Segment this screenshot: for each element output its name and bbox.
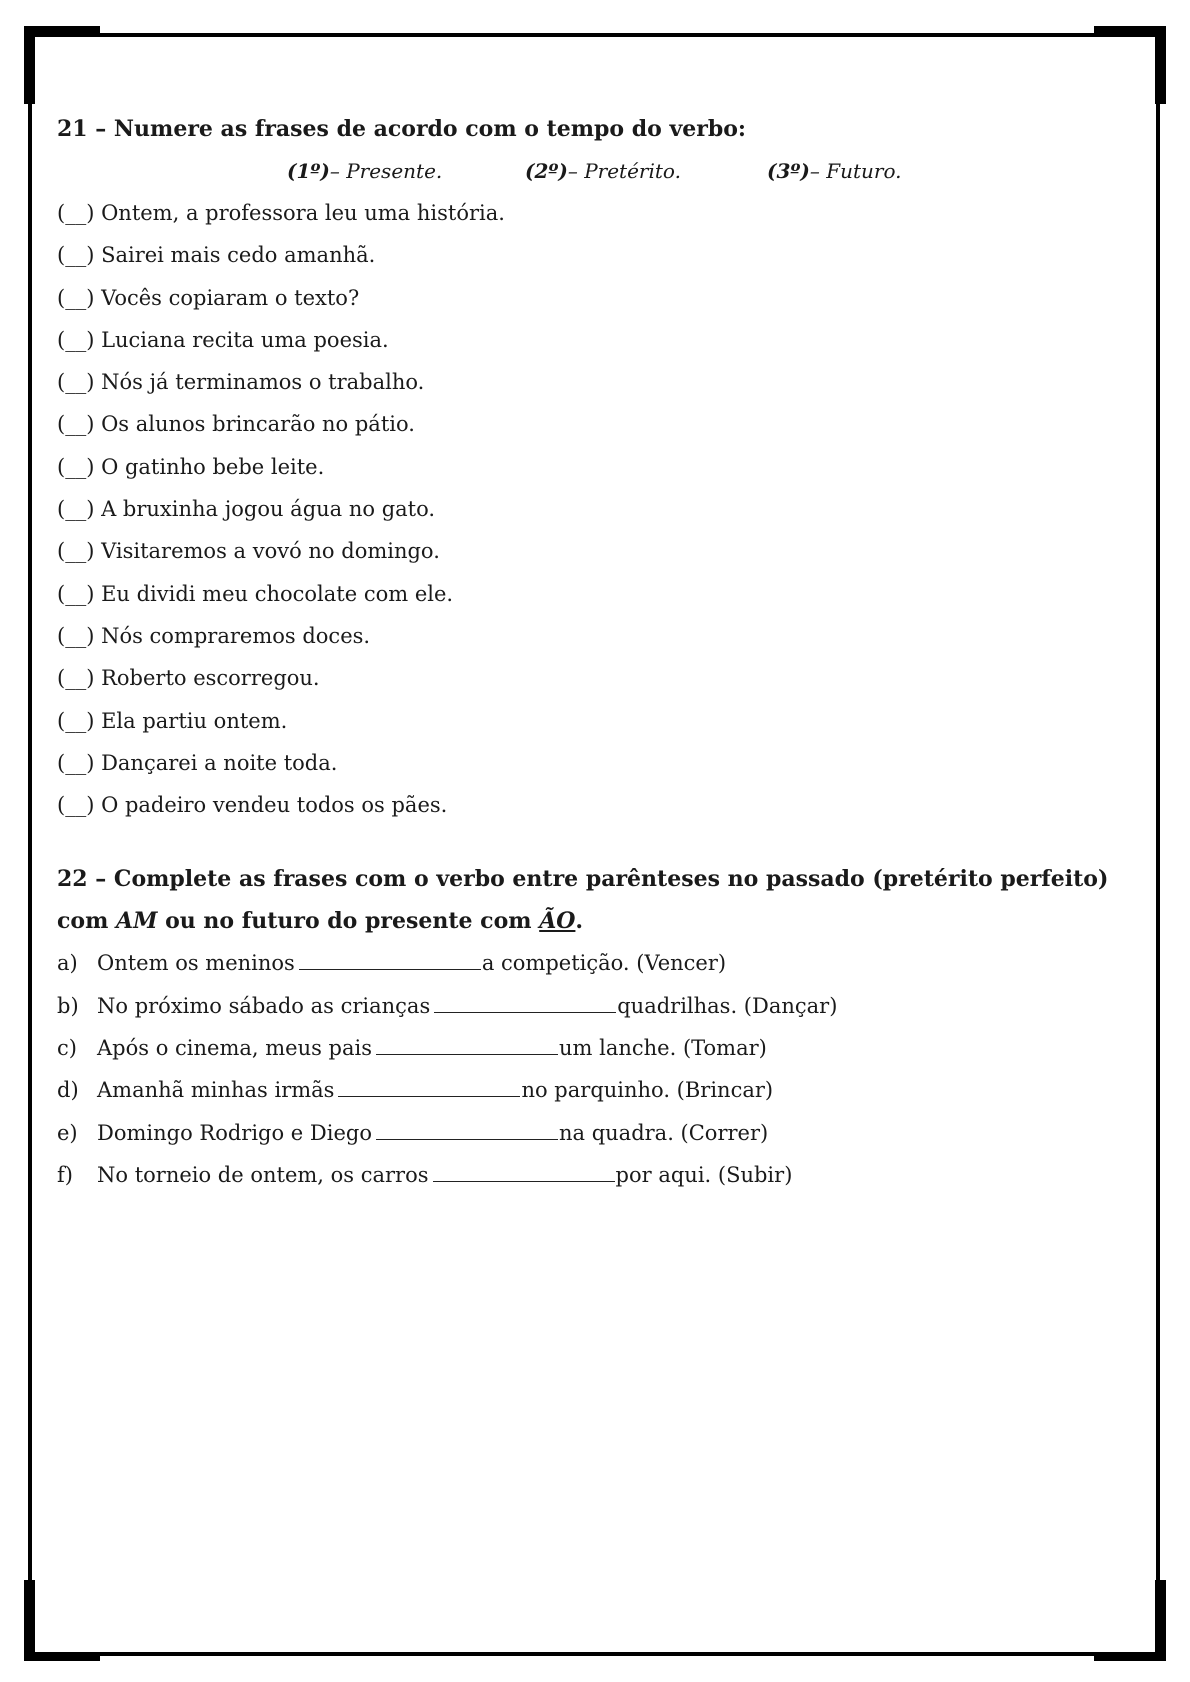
answer-box[interactable]: (__) bbox=[57, 793, 95, 818]
list-item: (__) Dançarei a noite toda. bbox=[57, 750, 338, 775]
list-item: (__) Nós já terminamos o trabalho. bbox=[57, 370, 425, 395]
list-item: (__) Ela partiu ontem. bbox=[57, 708, 288, 733]
blank-line[interactable] bbox=[338, 1074, 520, 1097]
blank-line[interactable] bbox=[299, 947, 481, 970]
list-item: (__) A bruxinha jogou água no gato. bbox=[57, 497, 436, 522]
answer-box[interactable]: (__) bbox=[57, 750, 95, 775]
blank-line[interactable] bbox=[376, 1032, 558, 1055]
answer-box[interactable]: (__) bbox=[57, 708, 95, 733]
tense-legend bbox=[57, 150, 1137, 192]
worksheet-content bbox=[57, 108, 1137, 1196]
list-item: (__) Visitaremos a vovó no domingo. bbox=[57, 539, 440, 564]
answer-box[interactable]: (__) bbox=[57, 370, 95, 395]
list-item: (__) O padeiro vendeu todos os pães. bbox=[57, 793, 448, 818]
blank-line[interactable] bbox=[433, 1159, 615, 1182]
answer-box[interactable]: (__) bbox=[57, 623, 95, 648]
list-item: (__) Sairei mais cedo amanhã. bbox=[57, 243, 376, 268]
list-item: (__) O gatinho bebe leite. bbox=[57, 454, 325, 479]
legend-option-past: (2º)– Pretérito. bbox=[525, 159, 681, 183]
sentence-list bbox=[57, 192, 1137, 826]
corner-bottom-left bbox=[24, 1652, 100, 1661]
answer-box[interactable]: (__) bbox=[57, 412, 95, 437]
question-22-title: 22 – Complete as frases com o verbo entre parênteses no passado (pretérito perfeito) com AM ou no futuro do presente com ÃO. bbox=[57, 866, 1109, 935]
list-item: (__) Roberto escorregou. bbox=[57, 666, 320, 691]
list-item: (__) Luciana recita uma poesia. bbox=[57, 327, 389, 352]
list-item: (__) Ontem, a professora leu uma história. bbox=[57, 201, 505, 225]
list-item: (__) Os alunos brincarão no pátio. bbox=[57, 412, 415, 437]
answer-box[interactable]: (__) bbox=[57, 666, 95, 691]
corner-bottom-left-vertical bbox=[24, 1580, 35, 1661]
list-item: (__) Vocês copiaram o texto? bbox=[57, 285, 360, 310]
fill-item-d: d) Amanhã minhas irmãs no parquinho. (Brincar) bbox=[57, 1069, 1137, 1111]
corner-top-left bbox=[24, 26, 100, 35]
answer-box[interactable]: (__) bbox=[57, 243, 95, 268]
answer-box[interactable]: (__) bbox=[57, 285, 95, 310]
legend-option-present: (1º)– Presente. bbox=[287, 159, 443, 183]
question-21-title: 21 – Numere as frases de acordo com o tempo do verbo: bbox=[57, 116, 747, 142]
fill-item-b: b) No próximo sábado as crianças quadrilhas. (Dançar) bbox=[57, 985, 1137, 1027]
fill-in-list bbox=[57, 942, 1137, 1196]
answer-box[interactable]: (__) bbox=[57, 497, 95, 522]
fill-item-e: e) Domingo Rodrigo e Diego na quadra. (Correr) bbox=[57, 1112, 1137, 1154]
fill-item-a: a) Ontem os meninos a competição. (Vencer) bbox=[57, 942, 1137, 984]
answer-box[interactable]: (__) bbox=[57, 539, 95, 564]
blank-line[interactable] bbox=[434, 990, 616, 1013]
answer-box[interactable]: (__) bbox=[57, 581, 95, 606]
answer-box[interactable]: (__) bbox=[57, 454, 95, 479]
blank-line[interactable] bbox=[376, 1117, 558, 1140]
list-item: (__) Nós compraremos doces. bbox=[57, 623, 371, 648]
answer-box[interactable]: (__) bbox=[57, 327, 95, 352]
answer-box[interactable]: (__) bbox=[57, 201, 95, 225]
fill-item-f: f) No torneio de ontem, os carros por aqui. (Subir) bbox=[57, 1154, 1137, 1196]
corner-top-right-vertical bbox=[1155, 26, 1166, 104]
corner-bottom-right-vertical bbox=[1155, 1580, 1166, 1661]
legend-option-future: (3º)– Futuro. bbox=[767, 159, 902, 183]
fill-item-c: c) Após o cinema, meus pais um lanche. (Tomar) bbox=[57, 1027, 1137, 1069]
corner-top-left-vertical bbox=[24, 26, 35, 104]
list-item: (__) Eu dividi meu chocolate com ele. bbox=[57, 581, 454, 606]
